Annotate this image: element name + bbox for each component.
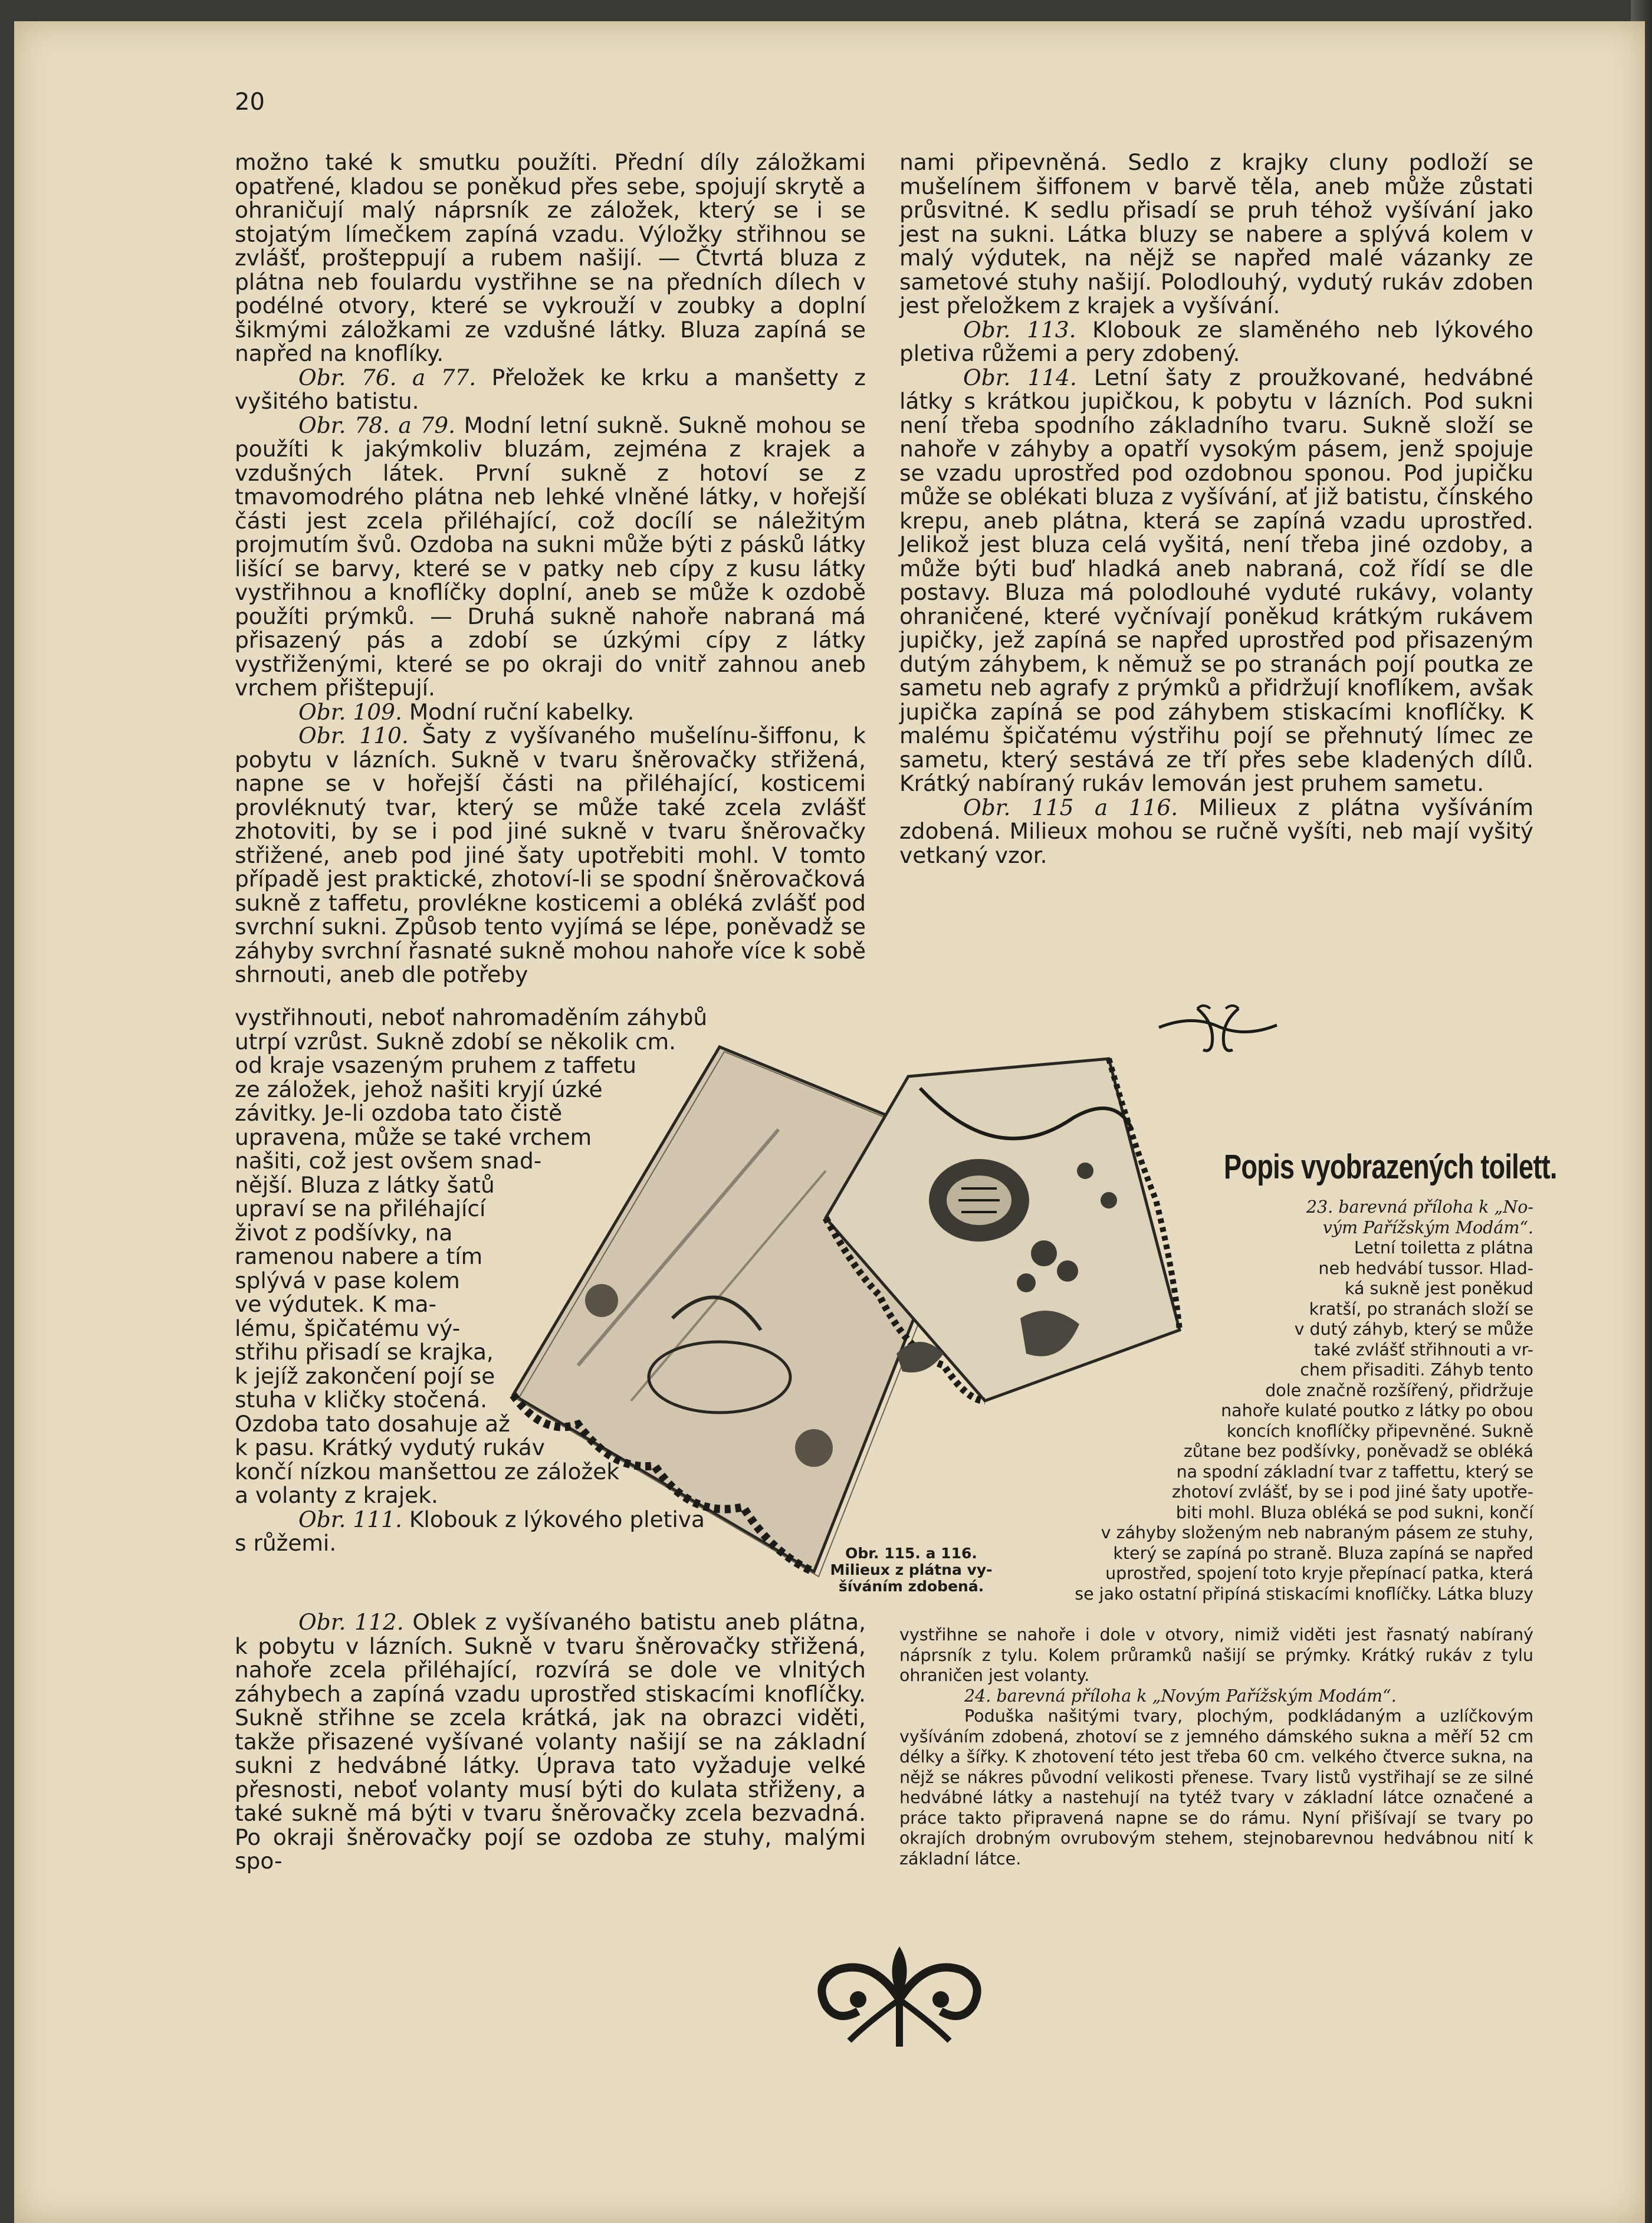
left-paragraph: Obr. 78. a 79. Modní letní sukně. Sukně mohou se použíti k jakýmkoliv bluzám, zejména z krajek a vzdušných látek. První sukně z hotoví se z tmavomodrého plátna neb lehké vlněné látky, v hořejší části jest zcela přiléhající, což docílí se náležitým projmutím švů. Ozdoba na sukni může býti z pásků látky lišící se barvy, které se v patky neb cípy z kusu látky vystřihnou a knoflíčky doplní, aneb se může k ozdobě použíti prýmků. — Druhá sukně nahoře nabraná má přisazený pás a zdobí se úzkými cípy z látky vystřiženými, které se po okraji do vnitř zahnou aneb vrchem přištepují. [235,412,866,701]
popis-line: v dutý záhyb, který se může [1294,1319,1533,1339]
popis-line: 23. barevná příloha k „No- [1306,1197,1533,1217]
popis-line: dole značně rozšířený, přidržuje [1265,1380,1533,1400]
wrap-line: a volanty z krajek. [235,1482,438,1508]
wrap-item: Obr. 111. Klobouk z lýkového pletiva s růžemi. [235,1506,705,1556]
popis-line: zhotoví zvlášť, by se i pod jiné šaty upotře- [1172,1482,1533,1502]
left-paragraph: Obr. 76. a 77. Přeložek ke krku a manšetty z vyšitého batistu. [235,364,866,414]
popis-paragraph: Poduška našitými tvary, plochým, podkládaným a uzlíčkovým vyšíváním zdobená, zhotoví se z jemného dámského sukna a měří 52 cm délky a šířky. K zhotovení této jest třeba 60 cm. velkého čtverce sukna, na nějž se nákres původní velikosti přenese. Tvary listů vystřihají se ze silné hedvábné látky a nastehují na tytéž tvary v základní látce označené a práce takto připravená napne se do rámu. Nyní přišívají se tvary po okrajích drobným ovrubovým stehem, stejnobarevnou hedvábnou nití k základní látce. [899,1706,1533,1869]
wrap-line: končí nízkou manšettou ze záložek [235,1458,620,1485]
right-paragraph: Obr. 113. Klobouk ze slaměného neb lýkového pletiva růžemi a pery zdobený. [899,316,1533,366]
wrap-line: ve výdutek. K ma- [235,1291,437,1317]
popis-line: na spodní základní tvar z taffettu, který se [1176,1462,1533,1482]
popis-line: vým Pařížským Modám“. [1322,1217,1533,1237]
right-paragraph: nami připevněná. Sedlo z krajky cluny podloží se mušelínem šiffonem v barvě těla, aneb může zůstati průsvitné. K sedlu přisadí se pruh téhož vyšívání jako jest na sukni. Látka bluzy se nabere a splývá kolem v malý výdutek, na nějž se napřed malé vázanky ze sametové stuhy našijí. Polodlouhý, vydutý rukáv zdoben jest přeložkem z krajek a vyšívání. [899,149,1533,318]
wrap-line: ramenou nabere a tím [235,1243,483,1269]
popis-line: zůtane bez podšívky, poněvadž se obléká [1183,1441,1533,1461]
bottom-ornament [802,1935,997,2053]
figure-caption: Obr. 115. a 116. Milieux z plátna vy- šíváním zdobená. [830,1545,993,1595]
left-column [235,150,866,987]
wrap-line: nější. Bluza z látky šatů [235,1171,495,1198]
popis-line: ká sukně jest poněkud [1344,1279,1533,1298]
wrap-line: utrpí vzrůst. Sukně zdobí se několik cm. [235,1028,676,1055]
wrap-line: Ozdoba tato dosahuje až [235,1410,510,1437]
right-column [899,150,1533,867]
right-paragraph: Obr. 114. Letní šaty z proužkované, hedvábné látky s krátkou jupičkou, k pobytu v lázních. Pod sukni není třeba spodního základního tvaru. Sukně složí se nahoře v záhyby a opatří vysokým pásem, jenž spojuje se vzadu uprostřed pod ozdobnou sponou. Pod jupičku může se oblékati bluza z vyšívání, ať již batistu, čínského krepu, aneb plátna, která se zapíná vzadu uprostřed. Jelikož jest bluza celá vyšitá, není třeba jiné ozdoby, a může býti buď hladká aneb nabraná, což řídí se dle postavy. Bluza má polodlouhé vyduté rukávy, volanty ohraničené, které vyčnívají poněkud krátkým rukávem jupičky, jež zapíná se napřed uprostřed pod přisazeným dutým záhybem, k němuž se po stranách pojí poutka ze sametu neb agrafy z prýmků a přidržují knoflíkem, avšak jupička zapíná se pod záhybem stiskacími knoflíčky. K malému špičatému výstřihu pojí se přehnutý límec ze sametu, který sestává ze tří přes sebe kladených dílů. Krátký nabíraný rukáv lemován jest pruhem sametu. [899,364,1533,796]
wrap-line: upraví se na přiléhající [235,1196,486,1221]
popis-line: také zvlášť střihnouti a vr- [1313,1339,1533,1360]
wrap-line: k jejíž zakončení pojí se [235,1362,495,1389]
popis-line: neb hedvábí tussor. Hlad- [1318,1258,1533,1278]
popis-line: koncích knoflíčky připevněné. Sukně [1226,1421,1533,1441]
wrap-line: ze záložek, jehož našiti kryjí úzké [235,1076,603,1102]
wrap-line: vystřihnouti, neboť nahromaděním záhybů [235,1004,708,1030]
wrap-line: lému, špičatému vý- [235,1315,461,1341]
bottom-left-column [235,1610,866,1873]
page-number: 20 [235,88,265,116]
wrap-line: od kraje vsazeným pruhem z taffetu [235,1052,637,1078]
toilett-description [899,1197,1533,1604]
wrap-line: život z podšívky, na [235,1219,453,1246]
popis-line: v záhyby složeným neb nabraným pásem ze stuhy, [1101,1523,1533,1542]
popis-line: Letní toiletta z plátna [1354,1238,1533,1257]
wrap-line: k pasu. Krátký vydutý rukáv [235,1434,545,1460]
wrap-line: splývá v pase kolem [235,1267,460,1293]
wrap-line: střihu přisadí se krajka, [235,1339,494,1365]
wrap-line: závitky. Je-li ozdoba tato čistě [235,1100,563,1126]
popis-line: který se zapíná po straně. Bluza zapíná se napřed [1113,1543,1533,1563]
popis-paragraph: vystřihne se nahoře i dole v otvory, nimiž viděti jest řasnatý nabíraný náprsník z tylu. Kolem průramků našijí se prýmky. Krátký rukáv z tylu ohraničen jest volanty. [899,1625,1533,1685]
wrap-line: stuha v kličky stočená. [235,1387,487,1413]
wrap-line: upravena, může se také vrchem [235,1124,592,1150]
popis-paragraph: 24. barevná příloha k „Novým Pařížským Modám“. [964,1686,1397,1706]
left-paragraph: možno také k smutku použíti. Přední díly záložkami opatřené, kladou se poněkud přes sebe, spojují skrytě a ohraničují malý náprsník ze záložek, který se i se stojatým límečkem zapíná vzadu. Výložky střihnou se zvlášť, prošteppují a rubem našijí. — Čtvrtá bluza z plátna neb foulardu vystřihne se na předních dílech v podélné otvory, které se vykrouží v zoubky a doplní šikmými záložkami ze vzdušné látky. Bluza zapíná se napřed na knoflíky. [235,149,866,366]
right-paragraph: Obr. 115 a 116. Milieux z plátna vyšíváním zdobená. Milieux mohou se ručně vyšíti, neb mají vyšitý vetkaný vzor. [899,794,1534,868]
left-paragraph: Obr. 110. Šaty z vyšívaného mušelínu-šiffonu, k pobytu v lázních. Sukně v tvaru šněrovačky střižená, napne se v hořejší části na přiléhající, kosticemi provléknutý tvar, který se může také zcela zvlášť zhotoviti, by se i pod jiné sukně v tvaru šněrovačky střižené, aneb pod jiné šaty upotřebiti mohl. V tomto případě jest praktické, zhotoví-li se spodní šněrovačková sukně z taffetu, provlékne kosticemi a obléká zvlášť pod svrchní sukni. Způsob tento vyjímá se lépe, poněvadž se záhyby svrchní řasnaté sukně mohou nahoře více k sobě shrnouti, aneb dle potřeby [235,723,866,987]
left-paragraph: Obr. 112. Oblek z vyšívaného batistu aneb plátna, k pobytu v lázních. Sukně v tvaru šněrovačky střižená, nahoře zcela přiléhající, rozvírá se dole ve vlnitých záhybech a zapíná vzadu uprostřed stiskacími knoflíčky. Sukně střihne se zcela krátká, jak na obrazci viděti, takže přisazené vyšívané volanty našijí se na základní sukni z hedvábné látky. Úprava tato vyžaduje velké přesnosti, neboť volanty musí býti do kulata střiženy, a také sukně má býti v tvaru šněrovačky zcela bezvadná. Po okraji šněrovačky pojí se ozdoba ze stuhy, malými spo- [235,1609,866,1874]
section-title: Popis vyobrazených toilett. [1224,1148,1557,1186]
left-paragraph: Obr. 109. Modní ruční kabelky. [298,698,635,725]
popis-line: uprostřed, spojení toto kryje přepínací patka, která [1105,1564,1533,1583]
popis-line: biti mohl. Bluza obléká se pod sukni, končí [1175,1502,1533,1522]
popis-line: kratší, po stranách složí se [1309,1299,1533,1319]
popis-line: se jako ostatní připíná stiskacími knoflíčky. Látka bluzy [1075,1584,1533,1604]
popis-line: nahoře kulaté poutko z látky po obou [1221,1401,1533,1420]
popis-line: chem přisaditi. Záhyb tento [1300,1360,1533,1380]
wrap-line: našiti, což jest ovšem snad- [235,1148,542,1174]
toilett-description-continued [899,1625,1533,1869]
